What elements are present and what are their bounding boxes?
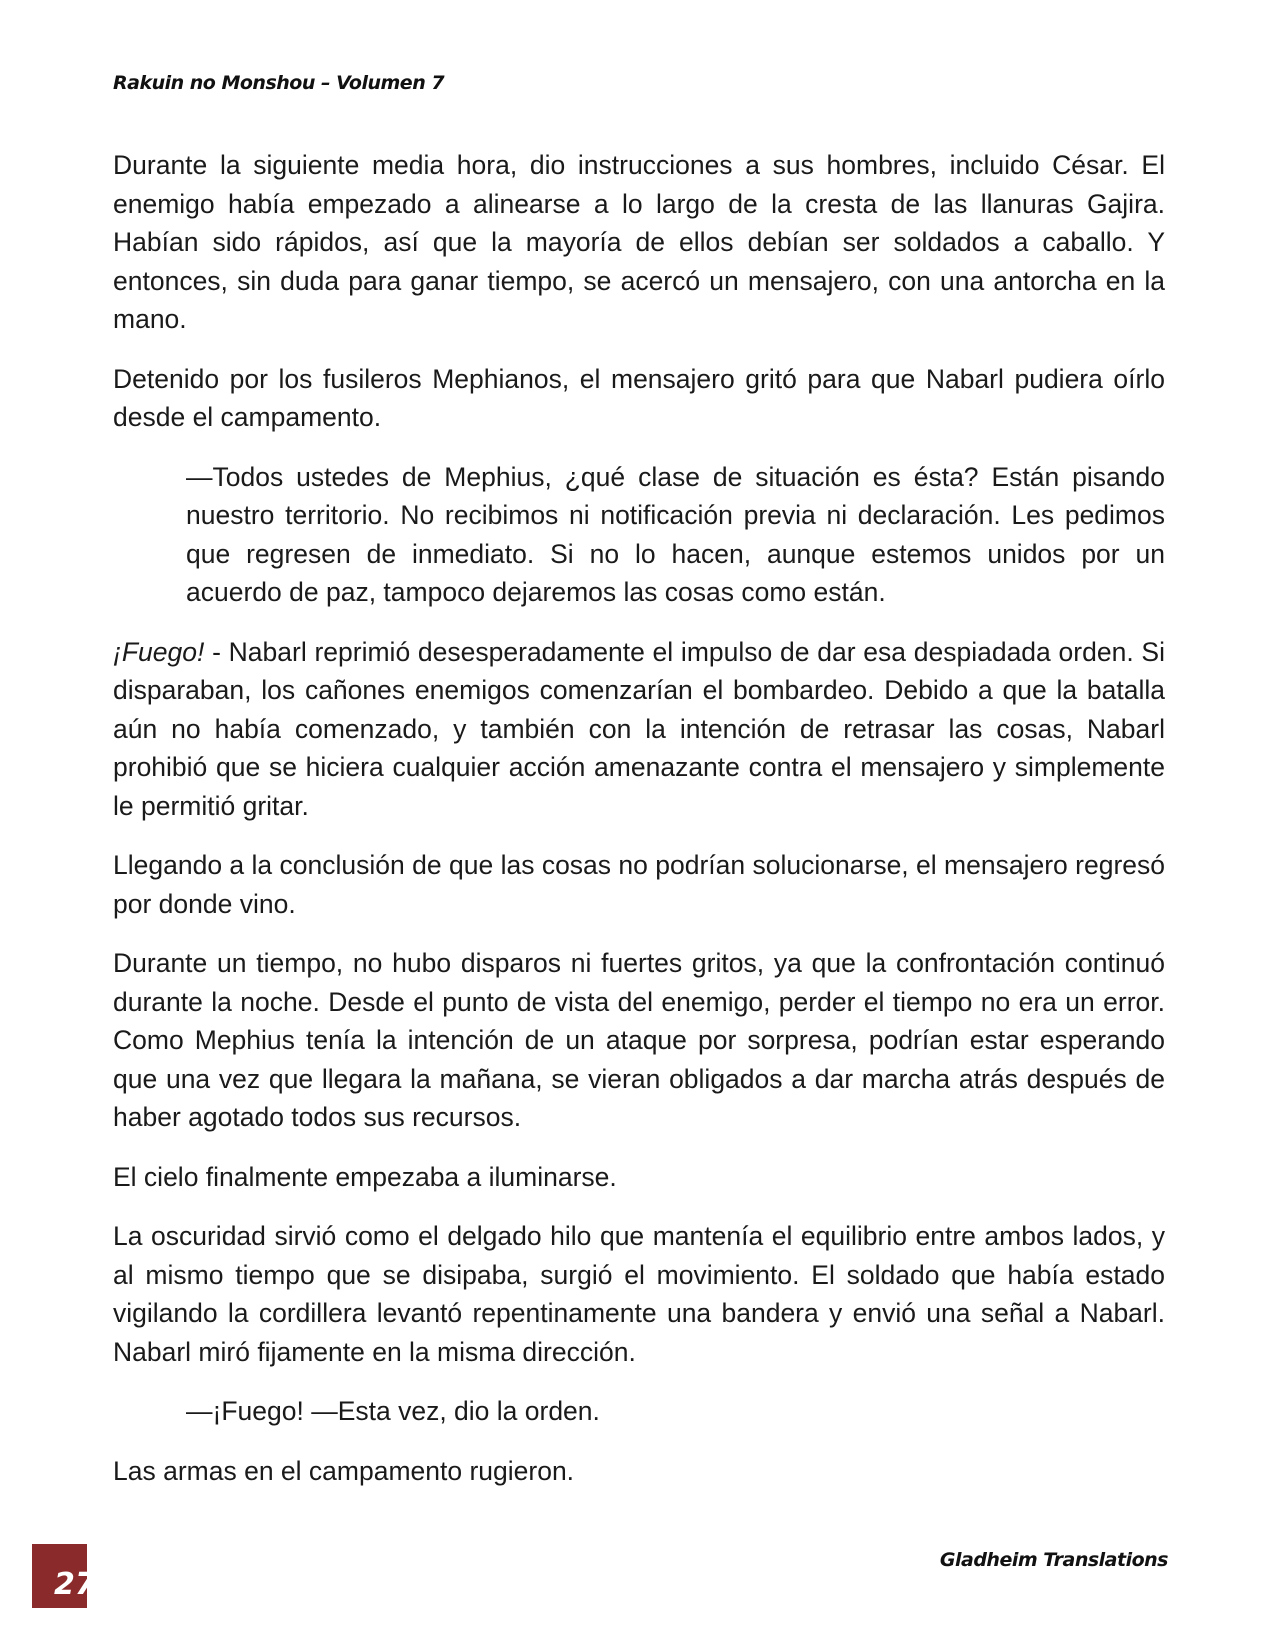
paragraph: Las armas en el campamento rugieron.	[113, 1455, 575, 1486]
translator-credit: Gladheim Translations	[939, 1549, 1168, 1571]
paragraph: El cielo finalmente empezaba a iluminarse.	[113, 1161, 617, 1192]
paragraph: Llegando a la conclusión de que las cosas no podrían solucionarse, el mensajero regresó por donde vino.	[113, 850, 1165, 919]
paragraph-text: - Nabarl reprimió desesperadamente el impulso de dar esa despiadada orden. Si disparaban, los cañones enemigos comenzarían el bombardeo. Debido a que la batalla aún no había comenzado, y también con la intención de retrasar las cosas, Nabarl prohibió que se hiciera cualquier acción amenazante contra el mensajero y simplemente le permitió gritar.	[113, 636, 1165, 821]
page-number: 27	[54, 1567, 96, 1602]
page-number-badge	[32, 1544, 96, 1608]
paragraph	[113, 633, 1165, 826]
paragraph: Durante un tiempo, no hubo disparos ni fuertes gritos, ya que la confrontación continuó durante la noche. Desde el punto de vista del enemigo, perder el tiempo no era un error. Como Mephius tenía la intención de un ataque por sorpresa, podrían estar esperando que una vez que llegara la mañana, se vieran obligados a dar marcha atrás después de haber agotado todos sus recursos.	[113, 948, 1165, 1132]
page-header-title: Rakuin no Monshou – Volumen 7	[113, 72, 445, 94]
paragraph: Durante la siguiente media hora, dio instrucciones a sus hombres, incluido César. El enemigo había empezado a alinearse a lo largo de la cresta de las llanuras Gajira. Habían sido rápidos, así que la mayoría de ellos debían ser soldados a caballo. Y entonces, sin duda para ganar tiempo, se acercó un mensajero, con una antorcha en la mano.	[113, 150, 1165, 334]
paragraph: La oscuridad sirvió como el delgado hilo que mantenía el equilibrio entre ambos lados, y al mismo tiempo que se disipaba, surgió el movimiento. El soldado que había estado vigilando la cordillera levantó repentinamente una bandera y envió una señal a Nabarl. Nabarl miró fijamente en la misma dirección.	[113, 1221, 1165, 1367]
dialogue-paragraph: —Todos ustedes de Mephius, ¿qué clase de situación es ésta? Están pisando nuestro territorio. No recibimos ni notificación previa ni declaración. Les pedimos que regresen de inmediato. Si no lo hacen, aunque estemos unidos por un acuerdo de paz, tampoco dejaremos las cosas como están.	[186, 461, 1165, 607]
dialogue-paragraph: —¡Fuego! —Esta vez, dio la orden.	[186, 1396, 600, 1426]
chapter-body	[113, 146, 1165, 1511]
paragraph: Detenido por los fusileros Mephianos, el mensajero gritó para que Nabarl pudiera oírlo desde el campamento.	[113, 363, 1165, 432]
italic-exclamation: ¡Fuego!	[113, 636, 205, 667]
page-number-underline	[32, 1604, 87, 1606]
